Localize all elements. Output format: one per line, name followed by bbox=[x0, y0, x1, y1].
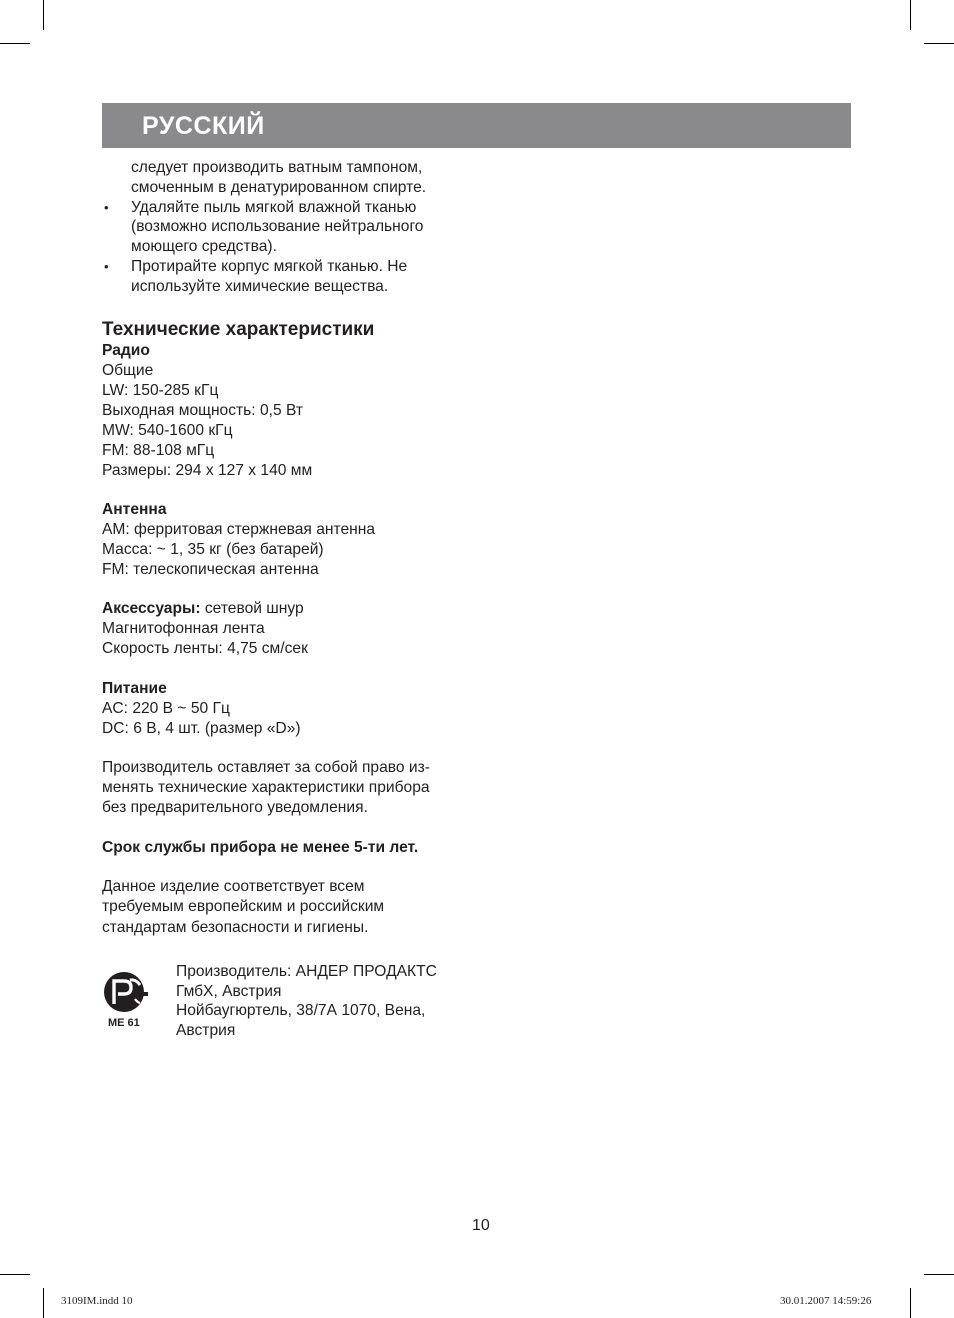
care-text: Удаляйте пыль мягкой влажной тканью bbox=[131, 199, 417, 216]
accessories-value: сетевой шнур bbox=[200, 600, 304, 617]
spec-line: FM: 88-108 мГц bbox=[102, 442, 215, 459]
compliance-text: требуемым европейским и российским bbox=[102, 898, 385, 915]
crop-mark bbox=[0, 43, 30, 44]
crop-mark bbox=[924, 43, 954, 44]
spec-line: AM: ферритовая стержневая антенна bbox=[102, 521, 376, 538]
cert-code: МЕ 61 bbox=[108, 1017, 140, 1029]
power-heading: Питание bbox=[102, 680, 167, 697]
care-text: моющего средства). bbox=[131, 238, 277, 255]
notice-text: без предварительного уведомления. bbox=[102, 799, 368, 816]
service-life: Срок службы прибора не менее 5-ти лет. bbox=[102, 839, 419, 856]
manufacturer-text: Австрия bbox=[176, 1022, 236, 1039]
accessories-line bbox=[102, 599, 304, 619]
spec-line: LW: 150-285 кГц bbox=[102, 382, 219, 399]
page-number: 10 bbox=[472, 1217, 490, 1234]
accessories-label: Аксессуары: bbox=[102, 600, 201, 617]
spec-line: Скорость ленты: 4,75 см/сек bbox=[102, 640, 308, 657]
spec-line: Магнитофонная лента bbox=[102, 620, 265, 637]
bullet-icon: • bbox=[104, 200, 109, 215]
notice-text: Производитель оставляет за собой право из- bbox=[102, 759, 430, 776]
crop-mark bbox=[910, 1288, 911, 1318]
slug-file: 3109IM.indd 10 bbox=[61, 1295, 133, 1307]
spec-line: MW: 540-1600 кГц bbox=[102, 422, 233, 439]
spec-line: Общие bbox=[102, 362, 154, 379]
manufacturer-text: Производитель: АНДЕР ПРОДАКТС bbox=[176, 963, 437, 980]
spec-line: DC: 6 В, 4 шт. (размер «D») bbox=[102, 720, 301, 737]
antenna-heading: Антенна bbox=[102, 501, 167, 518]
crop-mark bbox=[910, 0, 911, 30]
header-title: РУССКИЙ bbox=[142, 112, 265, 140]
crop-mark bbox=[0, 1274, 30, 1275]
manufacturer-text: Нойбаугюртель, 38/7А 1070, Вена, bbox=[176, 1002, 426, 1019]
spec-line: AC: 220 В ~ 50 Гц bbox=[102, 700, 230, 717]
care-text: Протирайте корпус мягкой тканью. Не bbox=[131, 258, 408, 275]
crop-mark bbox=[43, 0, 44, 30]
crop-mark bbox=[43, 1288, 44, 1318]
spec-line: Масса: ~ 1, 35 кг (без батарей) bbox=[102, 541, 324, 558]
spec-line: Выходная мощность: 0,5 Вт bbox=[102, 402, 303, 419]
notice-text: менять технические характеристики прибора bbox=[102, 779, 430, 796]
spec-line: FM: телескопическая антенна bbox=[102, 561, 319, 578]
bullet-icon: • bbox=[104, 259, 109, 274]
compliance-text: стандартам безопасности и гигиены. bbox=[102, 919, 369, 936]
slug-datetime: 30.01.2007 14:59:26 bbox=[780, 1295, 872, 1307]
pct-certification-logo bbox=[100, 970, 152, 1032]
spec-line: Размеры: 294 х 127 х 140 мм bbox=[102, 462, 313, 479]
language-header bbox=[102, 103, 851, 148]
pct-mark-icon bbox=[100, 970, 152, 1032]
care-text: следует производить ватным тампоном, bbox=[131, 159, 423, 176]
manufacturer-text: ГмбХ, Австрия bbox=[176, 983, 282, 1000]
compliance-text: Данное изделие соответствует всем bbox=[102, 878, 365, 895]
care-text: используйте химические вещества. bbox=[131, 278, 389, 295]
radio-heading: Радио bbox=[102, 342, 150, 359]
care-text: смоченным в денатурированном спирте. bbox=[131, 179, 427, 196]
specs-title: Технические характеристики bbox=[102, 319, 375, 340]
care-text: (возможно использование нейтрального bbox=[131, 218, 424, 235]
crop-mark bbox=[924, 1274, 954, 1275]
